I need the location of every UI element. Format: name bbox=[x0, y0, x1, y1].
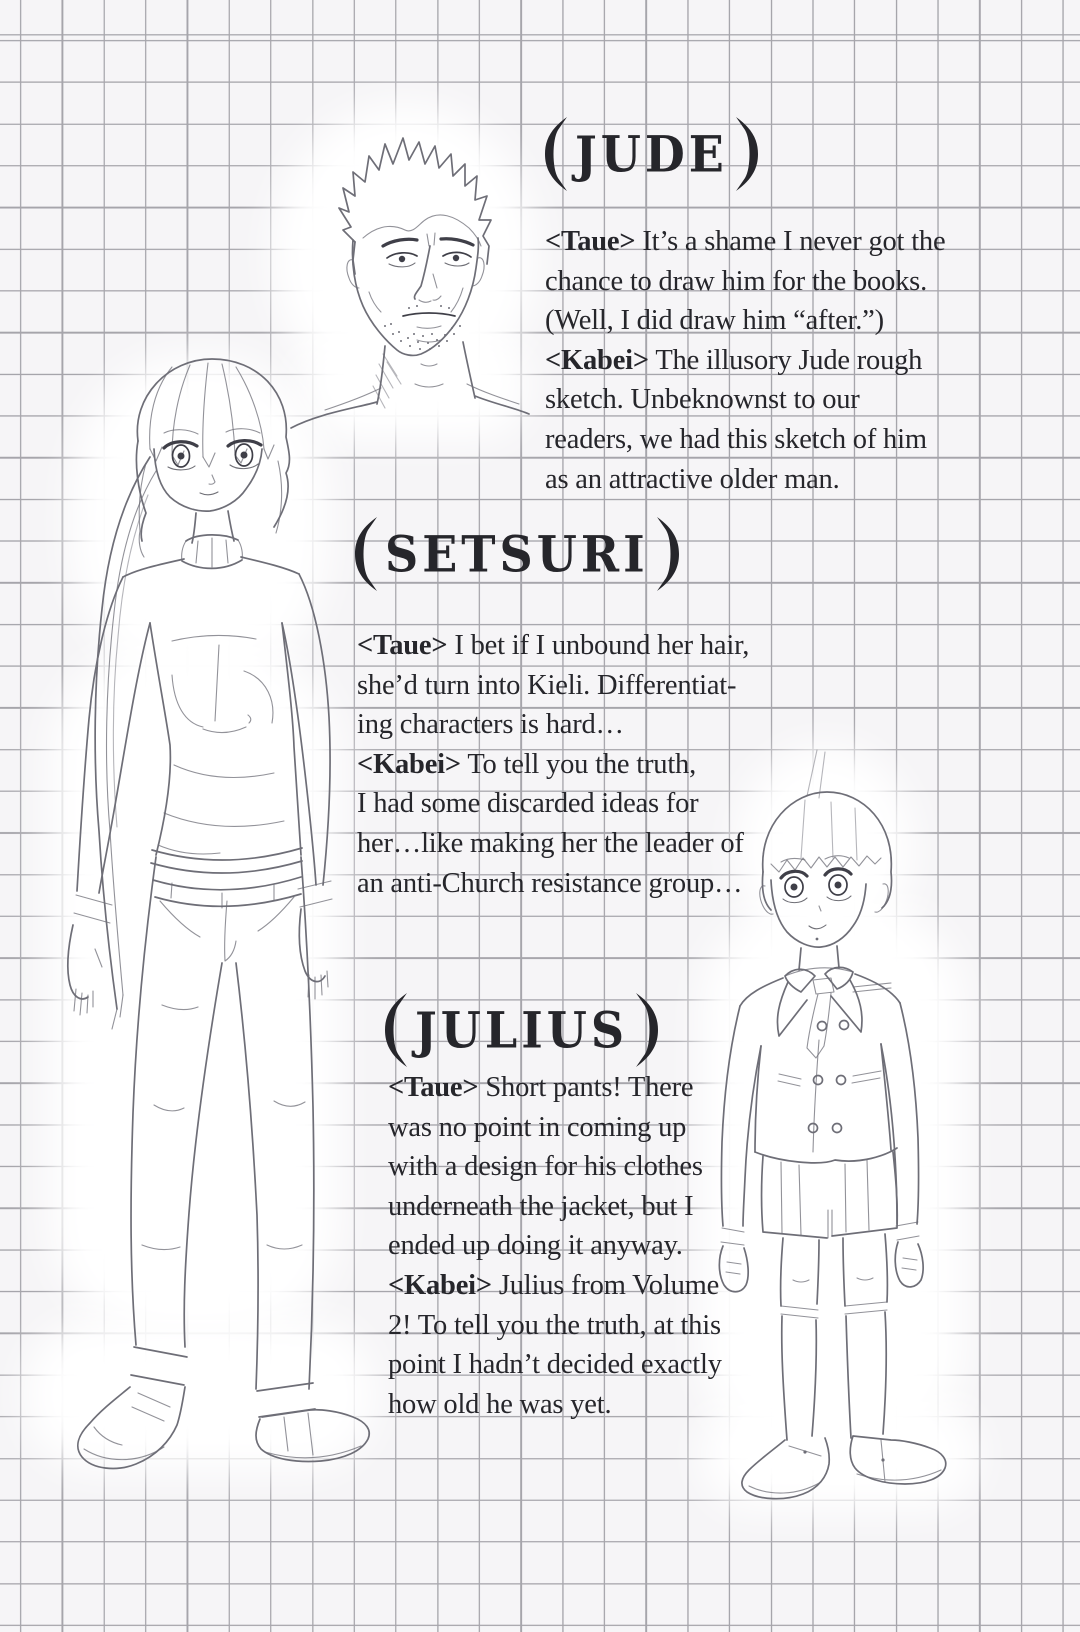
speaker-tag: <Kabei> bbox=[357, 748, 461, 780]
lens-bracket-close-icon bbox=[735, 116, 761, 192]
commentary-line: <Taue> It’s a shame I never got the bbox=[545, 226, 946, 257]
speaker-tag: <Kabei> bbox=[388, 1269, 492, 1301]
commentary-line: was no point in coming up bbox=[388, 1111, 687, 1143]
setsuri-full-body-sketch bbox=[22, 345, 372, 1485]
commentary-line: <Kabei> To tell you the truth, bbox=[357, 748, 697, 780]
commentary-line: point I hadn’t decided exactly bbox=[388, 1349, 722, 1381]
lens-bracket-close-icon bbox=[656, 516, 682, 592]
lens-bracket-open-icon bbox=[352, 516, 378, 592]
julius-commentary bbox=[388, 1068, 722, 1424]
jude-title-text: JUDE bbox=[575, 124, 728, 184]
commentary-line: <Kabei> Julius from Volume bbox=[388, 1269, 720, 1301]
setsuri-heading bbox=[352, 516, 682, 592]
commentary-line: with a design for his clothes bbox=[388, 1151, 703, 1183]
speaker-tag: <Taue> bbox=[357, 630, 448, 661]
speaker-tag: <Kabei> bbox=[545, 344, 649, 376]
commentary-line: chance to draw him for the books. bbox=[545, 265, 927, 297]
commentary-line: her…like making her the leader of bbox=[357, 827, 744, 859]
speaker-tag: <Taue> bbox=[545, 226, 636, 257]
commentary-line: <Taue> Short pants! There bbox=[388, 1072, 694, 1103]
julius-heading bbox=[382, 992, 661, 1068]
commentary-line: <Kabei> The illusory Jude rough bbox=[545, 344, 923, 376]
setsuri-title-text: SETSURI bbox=[385, 524, 649, 584]
commentary-line: <Taue> I bet if I unbound her hair, bbox=[357, 630, 750, 661]
commentary-line: underneath the jacket, but I bbox=[388, 1190, 694, 1222]
commentary-line: how old he was yet. bbox=[388, 1388, 612, 1420]
jude-commentary bbox=[545, 222, 945, 499]
setsuri-commentary bbox=[357, 626, 749, 903]
jude-heading bbox=[542, 116, 761, 192]
commentary-line: sketch. Unbeknownst to our bbox=[545, 384, 860, 416]
commentary-line: ended up doing it anyway. bbox=[388, 1230, 683, 1262]
commentary-line: I had some discarded ideas for bbox=[357, 788, 699, 820]
commentary-line: she’d turn into Kieli. Differentiat- bbox=[357, 669, 737, 701]
commentary-line: 2! To tell you the truth, at this bbox=[388, 1309, 721, 1341]
lens-bracket-close-icon bbox=[635, 992, 661, 1068]
lens-bracket-open-icon bbox=[542, 116, 568, 192]
commentary-line: (Well, I did draw him “after.”) bbox=[545, 305, 884, 337]
lens-bracket-open-icon bbox=[382, 992, 408, 1068]
julius-title-text: JULIUS bbox=[415, 1000, 629, 1060]
commentary-line: readers, we had this sketch of him bbox=[545, 423, 927, 455]
commentary-line: as an attractive older man. bbox=[545, 463, 840, 495]
speaker-tag: <Taue> bbox=[388, 1072, 479, 1103]
commentary-line: ing characters is hard… bbox=[357, 709, 624, 741]
commentary-line: an anti-Church resistance group… bbox=[357, 867, 743, 899]
